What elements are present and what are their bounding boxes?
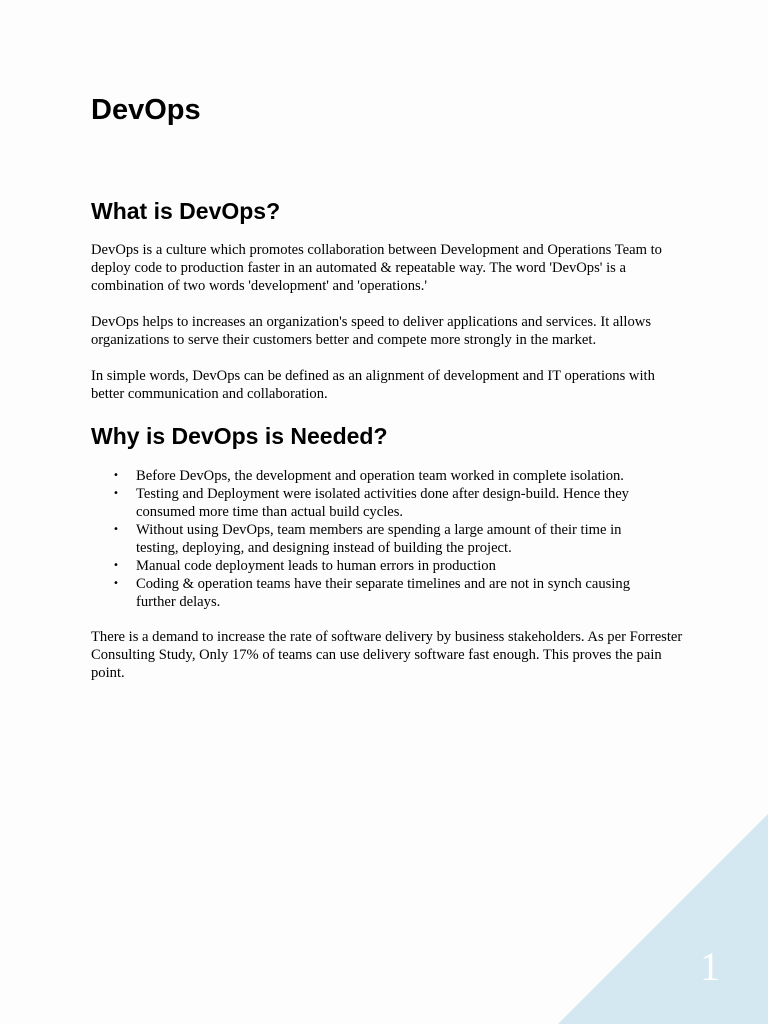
section-heading-what-is-devops: What is DevOps? bbox=[91, 198, 281, 224]
list-item-text: Coding & operation teams have their separate timelines and are not in synch causing further delays. bbox=[136, 576, 631, 610]
list-item bbox=[91, 467, 651, 485]
page-number: 1 bbox=[700, 944, 720, 989]
bullet-icon: • bbox=[113, 560, 119, 571]
list-item-text: Before DevOps, the development and operation team worked in complete isolation. bbox=[136, 468, 624, 484]
bullet-icon: • bbox=[113, 524, 119, 535]
corner-triangle-decoration bbox=[558, 814, 768, 1024]
document-title: DevOps bbox=[91, 94, 201, 126]
bullet-icon: • bbox=[113, 578, 119, 589]
reasons-bullet-list bbox=[91, 467, 651, 611]
paragraph-definition: DevOps is a culture which promotes collaboration between Development and Operations Team to deploy code to production faster in an automated & repeatable way. The word 'DevOps' is a combination of two words 'development' and 'operations.' bbox=[91, 242, 662, 294]
list-item-text: Without using DevOps, team members are spending a large amount of their time in testing, deploying, and designing instead of building the project. bbox=[136, 522, 622, 556]
section-heading-why-needed: Why is DevOps is Needed? bbox=[91, 423, 388, 449]
list-item bbox=[91, 575, 651, 611]
paragraph-benefits: DevOps helps to increases an organization's speed to deliver applications and services. It allows organizations to serve their customers better and compete more strongly in the market. bbox=[91, 314, 652, 348]
list-item bbox=[91, 557, 651, 575]
list-item bbox=[91, 521, 651, 557]
list-item-text: Testing and Deployment were isolated activities done after design-build. Hence they consumed more time than actual build cycles. bbox=[136, 486, 629, 520]
bullet-icon: • bbox=[113, 488, 119, 499]
list-item-text: Manual code deployment leads to human errors in production bbox=[136, 558, 496, 574]
bullet-icon: • bbox=[113, 470, 119, 481]
list-item bbox=[91, 485, 651, 521]
paragraph-demand: There is a demand to increase the rate of software delivery by business stakeholders. As per Forrester Consulting Study, Only 17% of teams can use delivery software fast enough. This proves the pain point. bbox=[91, 629, 683, 681]
corner-triangle-shape bbox=[558, 814, 768, 1024]
paragraph-simple-words: In simple words, DevOps can be defined as an alignment of development and IT operations with better communication and collaboration. bbox=[91, 368, 655, 402]
